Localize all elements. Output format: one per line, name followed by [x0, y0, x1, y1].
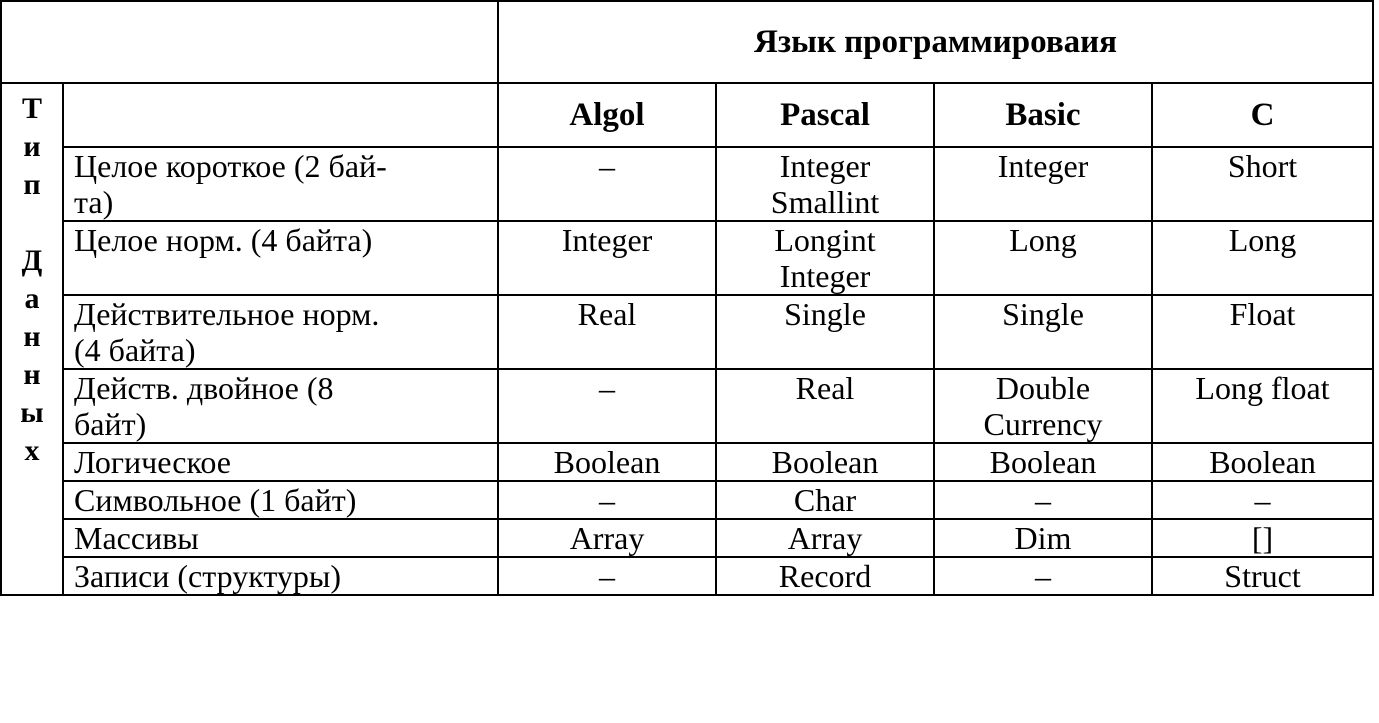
- value-cell-basic: [934, 147, 1152, 221]
- value-cell-pascal: [716, 443, 934, 481]
- value-cell-pascal: [716, 369, 934, 443]
- value-text: Array: [787, 520, 863, 556]
- value-cell-pascal: [716, 481, 934, 519]
- value-text: Dim: [1014, 520, 1072, 556]
- type-name-line: Целое короткое (2 бай-: [74, 148, 387, 184]
- value-cell-basic: [934, 369, 1152, 443]
- type-name-line: Записи (структуры): [74, 558, 342, 594]
- value-text: Boolean: [1209, 444, 1316, 480]
- value-text: Boolean: [989, 444, 1097, 480]
- value-cell-basic: [934, 519, 1152, 557]
- table-row: [1, 481, 1373, 519]
- value-text: Float: [1229, 296, 1296, 332]
- value-text: –: [599, 148, 615, 184]
- value-cell-pascal: [716, 519, 934, 557]
- vertical-label-letter: х: [24, 434, 40, 467]
- type-name-line: Символьное (1 байт): [74, 482, 357, 518]
- table-row: [1, 519, 1373, 557]
- value-text: Short: [1227, 148, 1298, 184]
- value-text: Double: [995, 370, 1091, 406]
- value-text: Integer: [779, 258, 871, 294]
- value-cell-c: [1152, 443, 1373, 481]
- value-text: Boolean: [553, 444, 661, 480]
- vertical-label-letter: и: [23, 130, 41, 163]
- table-row: [1, 557, 1373, 595]
- value-text: Array: [569, 520, 645, 556]
- type-name-line: (4 байта): [74, 332, 196, 368]
- header-empty-cell: [63, 83, 498, 147]
- value-text: –: [599, 558, 615, 594]
- value-cell-algol: [498, 295, 716, 369]
- lang-header-algol: Algol: [498, 83, 716, 147]
- type-name-cell: [63, 519, 498, 557]
- value-text: –: [1254, 482, 1271, 518]
- header-row-languages: [1, 83, 1373, 147]
- value-cell-basic: [934, 481, 1152, 519]
- type-name-line: Целое норм. (4 байта): [74, 222, 373, 258]
- value-text: Struct: [1224, 558, 1301, 594]
- value-cell-c: [1152, 147, 1373, 221]
- type-name-cell: [63, 295, 498, 369]
- vertical-label-letter: [28, 204, 36, 242]
- value-cell-algol: [498, 557, 716, 595]
- value-cell-pascal: [716, 147, 934, 221]
- type-name-line: Действ. двойное (8: [74, 370, 334, 406]
- value-text: []: [1251, 520, 1274, 556]
- value-text: Real: [795, 370, 855, 406]
- lang-header-basic: Basic: [934, 83, 1152, 147]
- type-name-line: Логическое: [74, 444, 231, 480]
- value-cell-pascal: [716, 557, 934, 595]
- value-text: Real: [577, 296, 637, 332]
- value-text: Single: [1002, 296, 1084, 332]
- header-row-top: [1, 1, 1373, 83]
- type-name-cell: [63, 481, 498, 519]
- value-cell-pascal: [716, 295, 934, 369]
- header-corner-cell: [1, 1, 498, 83]
- value-text: –: [1035, 482, 1051, 518]
- vertical-label-letter: а: [24, 282, 40, 315]
- value-cell-c: [1152, 295, 1373, 369]
- value-text: –: [1035, 558, 1051, 594]
- value-text: Long: [1009, 222, 1077, 258]
- value-text: Longint: [774, 222, 876, 258]
- type-name-cell: [63, 557, 498, 595]
- value-text: Char: [793, 482, 857, 518]
- type-name-cell: [63, 147, 498, 221]
- value-text: –: [599, 482, 615, 518]
- type-name-line: Действительное норм.: [74, 296, 380, 332]
- value-cell-basic: [934, 443, 1152, 481]
- value-text: Record: [778, 558, 872, 594]
- vertical-label-letter: Т: [21, 92, 42, 125]
- value-cell-c: [1152, 557, 1373, 595]
- value-cell-algol: [498, 369, 716, 443]
- vertical-label-letter: ы: [20, 396, 44, 429]
- value-cell-algol: [498, 519, 716, 557]
- value-cell-algol: [498, 147, 716, 221]
- type-name-line: та): [74, 184, 114, 220]
- value-cell-algol: [498, 481, 716, 519]
- value-cell-c: [1152, 221, 1373, 295]
- value-cell-pascal: [716, 221, 934, 295]
- value-text: Integer: [779, 148, 871, 184]
- value-cell-c: [1152, 481, 1373, 519]
- value-cell-c: [1152, 519, 1373, 557]
- value-text: Single: [784, 296, 866, 332]
- table-row: [1, 443, 1373, 481]
- type-name-cell: [63, 221, 498, 295]
- value-cell-basic: [934, 295, 1152, 369]
- vertical-label-letter: н: [23, 358, 41, 391]
- lang-header-pascal: Pascal: [716, 83, 934, 147]
- type-name-line: байт): [74, 406, 147, 442]
- value-cell-algol: [498, 443, 716, 481]
- value-text: Smallint: [770, 184, 880, 220]
- value-cell-c: [1152, 369, 1373, 443]
- value-cell-basic: [934, 221, 1152, 295]
- value-text: Currency: [983, 406, 1103, 442]
- value-text: Long: [1228, 222, 1297, 258]
- header-title: Язык программироваия: [498, 1, 1373, 83]
- value-text: Integer: [561, 222, 653, 258]
- type-name-cell: [63, 443, 498, 481]
- value-text: –: [599, 370, 615, 406]
- value-text: Integer: [997, 148, 1089, 184]
- value-cell-algol: [498, 221, 716, 295]
- table-row: [1, 221, 1373, 295]
- type-name-cell: [63, 369, 498, 443]
- lang-header-c: C: [1152, 83, 1373, 147]
- value-text: Long float: [1195, 370, 1330, 406]
- vertical-label-letter: н: [23, 320, 41, 353]
- vertical-label-letter: п: [23, 168, 41, 201]
- table-row: [1, 147, 1373, 221]
- table-row: [1, 295, 1373, 369]
- vertical-label-letter: Д: [21, 244, 43, 277]
- value-text: Boolean: [771, 444, 879, 480]
- type-name-line: Массивы: [74, 520, 199, 556]
- vertical-label: [1, 83, 63, 595]
- value-cell-basic: [934, 557, 1152, 595]
- table-row: [1, 369, 1373, 443]
